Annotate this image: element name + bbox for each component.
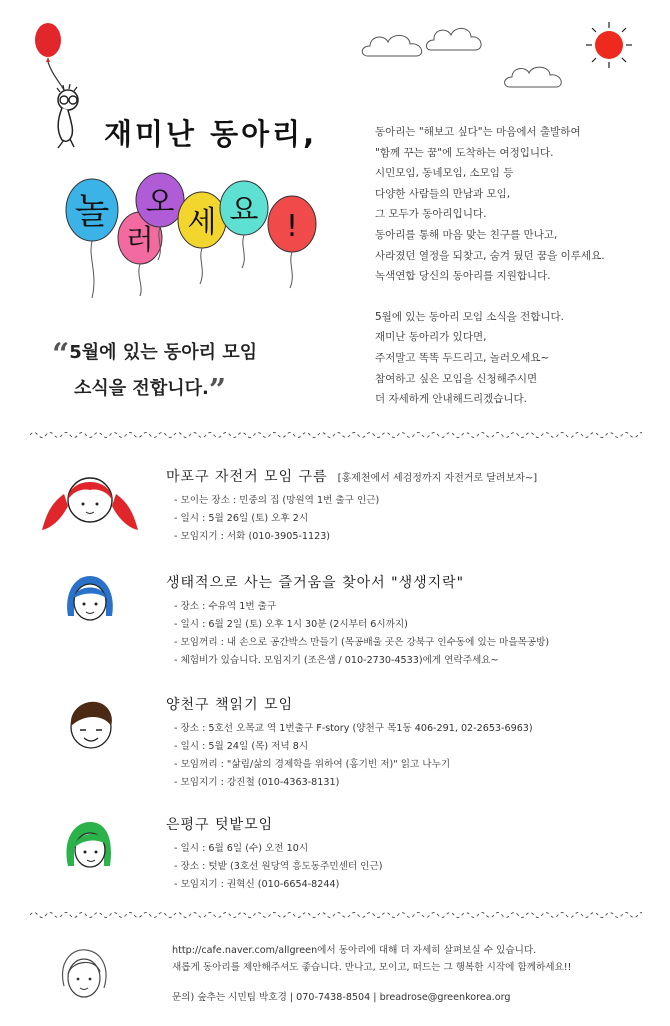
meeting-details: [166, 840, 661, 894]
meeting-detail: - 모임지기 : 강진철 (010-4363-8131): [174, 774, 661, 792]
green-haired-avatar: [64, 820, 112, 870]
open-quote-mark: “: [52, 337, 70, 372]
meeting-card: [166, 572, 661, 670]
meeting-detail: - 모임지기 : 서화 (010-3905-1123): [174, 528, 661, 546]
meeting-card: [166, 694, 661, 792]
meeting-subtitle: [홍제천에서 세검정까지 자전거로 달려보자~]: [337, 473, 538, 484]
meeting-detail: - 모임꺼리 : "삶림/삶의 경제학을 위하여 (홍기빈 저)" 읽고 나누기: [174, 756, 661, 774]
balloon-letter-4: 세: [187, 205, 217, 240]
quote-line-1: 5월에 있는 동아리 모임: [69, 342, 258, 363]
squiggle-divider: [30, 910, 642, 920]
intro-line: 그 모두가 동아리입니다.: [375, 208, 487, 221]
contact-info: 문의) 숲추는 시민팀 박호경 | 070-7438-8504 | breadrose@greenkorea.org: [172, 992, 511, 1003]
meeting-detail: - 일시 : 6월 2일 (토) 오후 1시 30분 (2시부터 6시까지): [174, 616, 661, 634]
meeting-card: [166, 814, 661, 894]
intro-line: 재미난 동아리가 있다면,: [375, 331, 487, 344]
sun-icon: [584, 20, 634, 70]
meeting-detail: - 장소 : 5호선 오목교 역 1번출구 F-story (양천구 목1동 406-291, 02-2653-6963): [174, 720, 661, 738]
cloud-icon: [360, 30, 430, 62]
meeting-detail: - 모임꺼리 : 내 손으로 공간박스 만들기 (목공배울 곳은 강북구 인수동에 있는 마을목공방): [174, 634, 661, 652]
meeting-title: 은평구 텃밭모임: [166, 817, 274, 833]
intro-line: 동아리를 통해 마음 맞는 친구를 만나고,: [375, 228, 558, 241]
intro-line: "함께 꾸는 꿈"에 도착하는 여정입니다.: [375, 146, 554, 159]
quote-line-2: 소식을 전합니다.: [74, 378, 209, 399]
meeting-card: [166, 466, 661, 546]
intro-line: 5월에 있는 동아리 모임 소식을 전합니다.: [375, 310, 564, 323]
balloon-icon: [220, 181, 268, 268]
balloon-letter-5: 요: [229, 193, 259, 228]
balloon-letter-3: 오: [145, 185, 175, 220]
footer-text: [172, 942, 652, 976]
meeting-details: [166, 598, 661, 670]
intro-line: 주저말고 똑똑 두드리고, 놀러오세요~: [375, 351, 550, 364]
blue-haired-avatar: [64, 574, 116, 624]
footer-avatar: [56, 946, 112, 1006]
balloon-letter-6: !: [285, 209, 299, 244]
balloon-letter-1: 놀: [74, 191, 110, 232]
intro-text: [375, 122, 665, 410]
balloons-illustration: [28, 168, 328, 308]
meeting-detail: - 일시 : 6월 6일 (수) 오전 10시: [174, 840, 661, 858]
cloud-icon: [425, 22, 485, 56]
meeting-title: 마포구 자전거 모임 구름: [166, 469, 328, 485]
cloud-icon: [502, 62, 568, 92]
close-quote-mark: ”: [208, 373, 227, 408]
meeting-detail: - 장소 : 수유역 1번 출구: [174, 598, 661, 616]
meeting-details: [166, 492, 661, 546]
intro-line: 더 자세하게 안내해드리겠습니다.: [375, 393, 528, 406]
balloon-icon: [268, 196, 316, 288]
meeting-details: [166, 720, 661, 792]
balloon-icon: [66, 179, 118, 298]
balloon-icon: [178, 192, 226, 284]
balloon-letter-2: 러: [126, 223, 154, 256]
intro-line: 녹색연합 당신의 동아리를 지원합니다.: [375, 270, 551, 283]
brown-haired-avatar: [66, 700, 116, 750]
headline-quote: [52, 336, 257, 408]
squiggle-divider: [30, 430, 642, 440]
meeting-detail: - 모임지기 : 권혁신 (010-6654-8244): [174, 876, 661, 894]
meeting-detail: - 장소 : 텃밭 (3호선 원당역 흥도동주민센터 인근): [174, 858, 661, 876]
intro-line: 시민모임, 동네모임, 소모임 등: [375, 167, 514, 180]
meeting-detail: - 일시 : 5월 26일 (토) 오후 2시: [174, 510, 661, 528]
intro-line: 참여하고 싶은 모임을 신청해주시면: [375, 372, 538, 385]
meeting-title: 생태적으로 사는 즐거움을 찾아서 "생생지락": [166, 575, 465, 591]
red-haired-girl-avatar: [42, 470, 138, 536]
intro-line: 다양한 사람들의 만남과 모임,: [375, 187, 511, 200]
meeting-detail: - 일시 : 5월 24일 (목) 저녁 8시: [174, 738, 661, 756]
meeting-detail: - 모이는 장소 : 민중의 집 (망원역 1번 출구 인근): [174, 492, 661, 510]
page-title: 재미난 동아리,: [104, 117, 318, 151]
intro-line: 사라졌던 열정을 되찾고, 숨겨 뒀던 꿈을 이루세요.: [375, 249, 605, 262]
red-balloon-icon: [35, 23, 61, 57]
footer-line: http://cafe.naver.com/allgreen에서 동아리에 대해 더 자세히 살펴보실 수 있습니다.: [172, 945, 537, 956]
balloon-man-illustration: [28, 18, 98, 158]
footer-line: 새롭게 동아리를 제안해주셔도 좋습니다. 만나고, 모이고, 떠드는 그 행복한 시작에 함께하세요!!: [172, 962, 572, 973]
meeting-title: 양천구 책읽기 모임: [166, 697, 294, 713]
meeting-detail: - 체험비가 있습니다. 모임지기 (조은샘 / 010-2730-4533)에게 연락주세요~: [174, 652, 661, 670]
intro-line: 동아리는 "해보고 싶다"는 마음에서 출발하여: [375, 126, 581, 138]
